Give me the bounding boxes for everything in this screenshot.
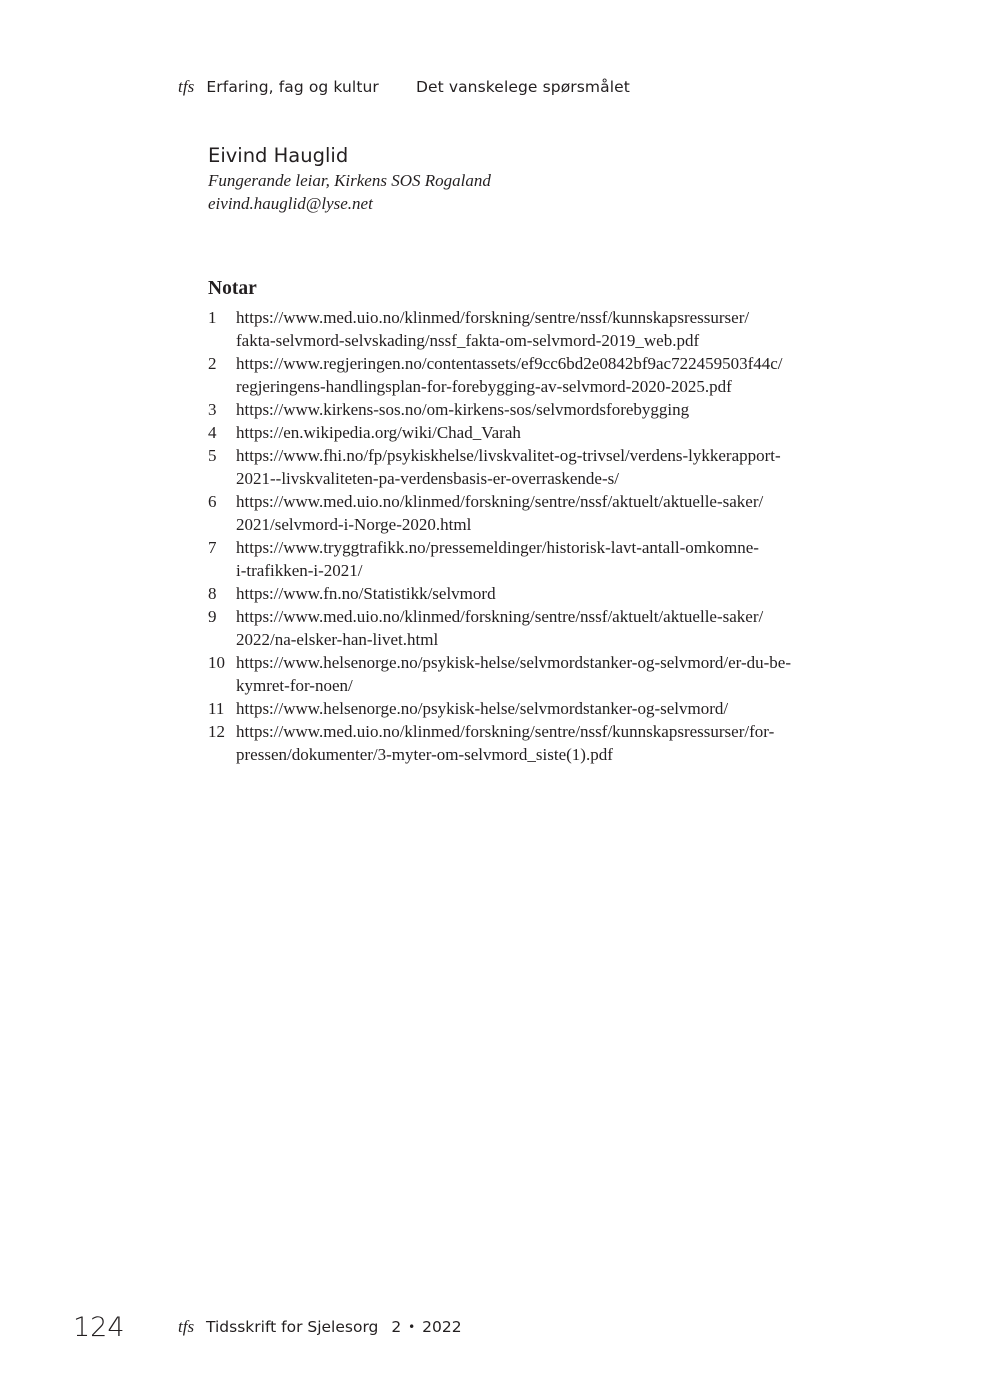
note-item — [208, 490, 858, 536]
note-number: 10 — [208, 653, 225, 672]
note-link[interactable] — [236, 605, 858, 651]
note-number: 4 — [208, 423, 217, 442]
note-number: 9 — [208, 607, 217, 626]
note-link-line[interactable]: fakta-selvmord-selvskading/nssf_fakta-om-selvmord-2019_web.pdf — [236, 331, 700, 350]
note-link[interactable] — [236, 536, 858, 582]
author-role: Fungerande leiar, Kirkens SOS Rogaland — [208, 171, 491, 190]
note-link[interactable] — [236, 697, 858, 720]
note-link[interactable] — [236, 306, 858, 352]
notes-heading: Notar — [208, 278, 257, 299]
note-number: 6 — [208, 492, 217, 511]
note-item — [208, 536, 858, 582]
note-number: 8 — [208, 584, 217, 603]
note-link[interactable] — [236, 582, 858, 605]
note-link-line[interactable]: https://www.helsenorge.no/psykisk-helse/selvmordstanker-og-selvmord/er-du-be- — [236, 653, 792, 672]
page-number: 124 — [73, 1312, 125, 1343]
section-name: Erfaring, fag og kultur — [206, 78, 379, 96]
note-link-line[interactable]: https://www.med.uio.no/klinmed/forskning/sentre/nssf/aktuelt/aktuelle-saker/ — [236, 492, 764, 511]
author-name: Eivind Hauglid — [208, 144, 349, 167]
note-link[interactable] — [236, 444, 858, 490]
note-item — [208, 398, 858, 421]
note-number: 2 — [208, 354, 217, 373]
note-link-line[interactable]: 2021/selvmord-i-Norge-2020.html — [236, 515, 472, 534]
note-link[interactable] — [236, 720, 858, 766]
separator-dot: • — [408, 1320, 416, 1334]
journal-name: Tidsskrift for Sjelesorg — [206, 1318, 379, 1336]
note-item — [208, 306, 858, 352]
note-number: 1 — [208, 308, 217, 327]
note-link-line[interactable]: https://www.med.uio.no/klinmed/forskning/sentre/nssf/aktuelt/aktuelle-saker/ — [236, 607, 764, 626]
note-link[interactable] — [236, 490, 858, 536]
note-item — [208, 697, 858, 720]
author-email[interactable]: eivind.hauglid@lyse.net — [208, 194, 373, 213]
note-link-line[interactable]: https://www.med.uio.no/klinmed/forskning/sentre/nssf/kunnskapsressurser/ — [236, 308, 750, 327]
note-link[interactable] — [236, 398, 858, 421]
note-link-line[interactable]: https://www.fhi.no/fp/psykiskhelse/livskvalitet-og-trivsel/verdens-lykkerapport- — [236, 446, 781, 465]
note-item — [208, 605, 858, 651]
issue-number: 2 — [391, 1318, 402, 1336]
author-block — [208, 143, 491, 215]
note-number: 11 — [208, 699, 225, 718]
note-link-line[interactable]: i-trafikken-i-2021/ — [236, 561, 363, 580]
issue-year: 2022 — [422, 1318, 462, 1336]
note-link-line[interactable]: https://www.regjeringen.no/contentassets/ef9cc6bd2e0842bf9ac722459503f44c/ — [236, 354, 783, 373]
note-number: 12 — [208, 722, 225, 741]
article-title: Det vanskelege spørsmålet — [415, 78, 630, 96]
note-number: 5 — [208, 446, 217, 465]
note-item — [208, 352, 858, 398]
note-item — [208, 720, 858, 766]
note-link-line[interactable]: https://www.fn.no/Statistikk/selvmord — [236, 584, 496, 603]
note-link-line[interactable]: 2021--livskvaliteten-pa-verdensbasis-er-overraskende-s/ — [236, 469, 619, 488]
note-link-line[interactable]: kymret-for-noen/ — [236, 676, 353, 695]
note-number: 7 — [208, 538, 217, 557]
note-item — [208, 651, 858, 697]
journal-abbreviation: tfs — [178, 77, 195, 96]
note-link-line[interactable]: https://www.med.uio.no/klinmed/forskning/sentre/nssf/kunnskapsressurser/for- — [236, 722, 775, 741]
running-header — [178, 77, 630, 97]
note-link-line[interactable]: 2022/na-elsker-han-livet.html — [236, 630, 439, 649]
running-footer — [178, 1317, 462, 1337]
note-link[interactable] — [236, 352, 858, 398]
note-link[interactable] — [236, 651, 858, 697]
note-link-line[interactable]: https://www.kirkens-sos.no/om-kirkens-sos/selvmordsforebygging — [236, 400, 690, 419]
note-item — [208, 421, 858, 444]
note-link[interactable] — [236, 421, 858, 444]
note-link-line[interactable]: https://en.wikipedia.org/wiki/Chad_Varah — [236, 423, 521, 442]
note-link-line[interactable]: https://www.helsenorge.no/psykisk-helse/selvmordstanker-og-selvmord/ — [236, 699, 729, 718]
journal-abbreviation: tfs — [178, 1317, 195, 1336]
note-link-line[interactable]: https://www.tryggtrafikk.no/pressemeldinger/historisk-lavt-antall-omkomne- — [236, 538, 759, 557]
notes-list — [208, 306, 858, 766]
note-number: 3 — [208, 400, 217, 419]
note-item — [208, 444, 858, 490]
note-item — [208, 582, 858, 605]
note-link-line[interactable]: pressen/dokumenter/3-myter-om-selvmord_siste(1).pdf — [236, 745, 613, 764]
note-link-line[interactable]: regjeringens-handlingsplan-for-forebygging-av-selvmord-2020-2025.pdf — [236, 377, 732, 396]
